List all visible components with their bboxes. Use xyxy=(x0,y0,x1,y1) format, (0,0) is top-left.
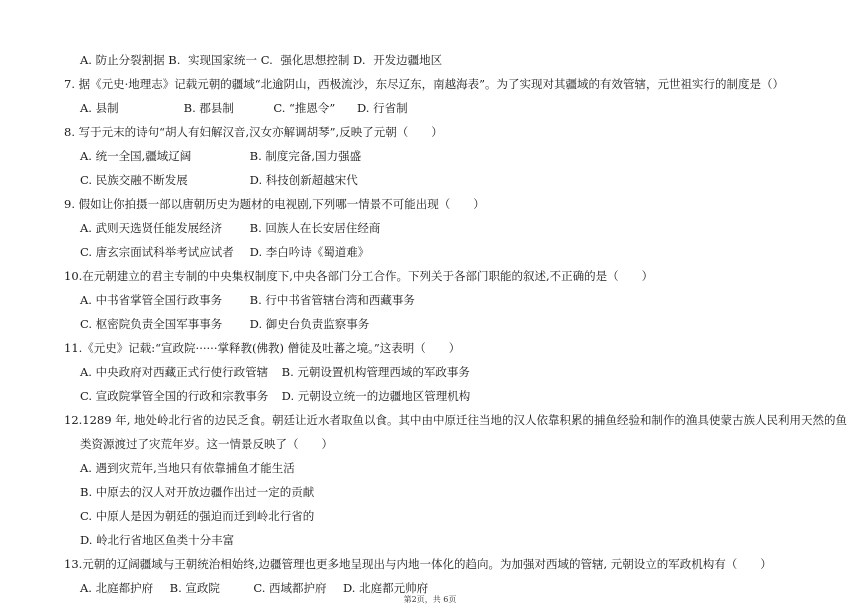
q9-options-row2 xyxy=(80,247,369,259)
q8-option-a: A. 统一全国,疆域辽阔 xyxy=(80,149,192,163)
q11-option-c: C. 宣政院掌管全国的行政和宗教事务 xyxy=(80,389,269,403)
q10-option-a: A. 中书省掌管全国行政事务 xyxy=(80,293,223,307)
q8-stem: 8. 写于元末的诗句“胡人有妇解汉音,汉女亦解调胡琴”,反映了元朝（ ） xyxy=(64,125,443,139)
q13-option-b: B. 宣政院 xyxy=(169,581,220,595)
q11-option-d: D. 元朝设立统一的边疆地区管理机构 xyxy=(281,389,471,403)
q9-option-d: D. 李白吟诗《蜀道难》 xyxy=(249,245,370,259)
q7-options xyxy=(80,103,408,115)
q10-options-row1 xyxy=(80,295,415,307)
q8-option-b: B. 制度完备,国力强盛 xyxy=(249,149,362,163)
q13-options xyxy=(80,583,428,595)
q6-option-b: 实现国家统一 C. xyxy=(188,53,273,67)
q7-option-b: B. 郡县制 xyxy=(183,101,234,115)
q12-option-c: C. 中原人是因为朝廷的强迫而迁到岭北行省的 xyxy=(80,509,315,523)
q13-option-a: A. 北庭都护府 xyxy=(80,581,154,595)
q12-stem-line2: 类资源渡过了灾荒年岁。这一情景反映了（ ） xyxy=(80,437,333,451)
q6-option-c: 强化思想控制 D. xyxy=(280,53,366,67)
q13-option-c: C. 西域都护府 xyxy=(253,581,327,595)
q10-options-row2 xyxy=(80,319,369,331)
q10-stem: 10.在元朝建立的君主专制的中央集权制度下,中央各部门分工合作。下列关于各部门职能的叙述,不正确的是（ ） xyxy=(64,269,654,283)
page-footer: 第2页，共 6页 xyxy=(403,595,457,604)
q7-stem: 7. 据《元史·地理志》记载元朝的疆域“北逾阴山，西极流沙，东尽辽东，南越海表”。为了实现对其疆域的有效管辖，元世祖实行的制度是（） xyxy=(64,77,785,91)
q13-option-d: D. 北庭都元帅府 xyxy=(342,581,429,595)
q8-options-row1 xyxy=(80,151,361,163)
q6-option-a: A. 防止分裂割据 B. xyxy=(80,53,181,67)
q9-option-a: A. 武则天选贤任能发展经济 xyxy=(80,221,223,235)
q12-option-a: A. 遇到灾荒年,当地只有依靠捕鱼才能生活 xyxy=(80,461,295,475)
q10-option-d: D. 御史台负责监察事务 xyxy=(249,317,370,331)
q12-option-d: D. 岭北行省地区鱼类十分丰富 xyxy=(80,533,235,547)
q9-option-c: C. 唐玄宗面试科举考试应试者 xyxy=(80,245,234,259)
q6-option-d: 开发边疆地区 xyxy=(373,53,443,67)
q13-stem: 13.元朝的辽阔疆域与王朝统治相始终,边疆管理也更多地呈现出与内地一体化的趋向。为加强对西域的管辖, 元朝设立的军政机构有（ ） xyxy=(64,557,772,571)
q9-options-row1 xyxy=(80,223,380,235)
q11-option-b: B. 元朝设置机构管理西域的军政事务 xyxy=(281,365,470,379)
q9-stem: 9. 假如让你拍摄一部以唐朝历史为题材的电视剧,下列哪一情景不可能出现（ ） xyxy=(64,197,485,211)
q8-options-row2 xyxy=(80,175,358,187)
q10-option-c: C. 枢密院负责全国军事事务 xyxy=(80,317,223,331)
q11-stem: 11.《元史》记载:“宣政院······掌释教(佛教) 僧徒及吐蕃之境。”这表明（ ） xyxy=(64,341,461,355)
q11-option-a: A. 中央政府对西藏正式行使行政管辖 xyxy=(80,365,269,379)
q11-options-row1 xyxy=(80,367,470,379)
q11-options-row2 xyxy=(80,391,470,403)
q8-option-d: D. 科技创新超越宋代 xyxy=(249,173,358,187)
q6-options xyxy=(80,55,442,67)
q8-option-c: C. 民族交融不断发展 xyxy=(80,173,188,187)
q12-stem-line1: 12.1289 年, 地处岭北行省的边民乏食。朝廷让近水者取鱼以食。其中由中原迁往当地的汉人依靠积累的捕鱼经验和制作的渔具使蒙古族人民利用天然的鱼 xyxy=(64,413,848,427)
q12-option-b: B. 中原去的汉人对开放边疆作出过一定的贡献 xyxy=(80,485,315,499)
q10-option-b: B. 行中书省管辖台湾和西藏事务 xyxy=(249,293,415,307)
q7-option-d: D. 行省制 xyxy=(356,101,408,115)
q7-option-a: A. 县制 xyxy=(80,101,119,115)
q7-option-c: C. “推恩令” xyxy=(273,101,336,115)
q9-option-b: B. 回族人在长安居住经商 xyxy=(249,221,381,235)
